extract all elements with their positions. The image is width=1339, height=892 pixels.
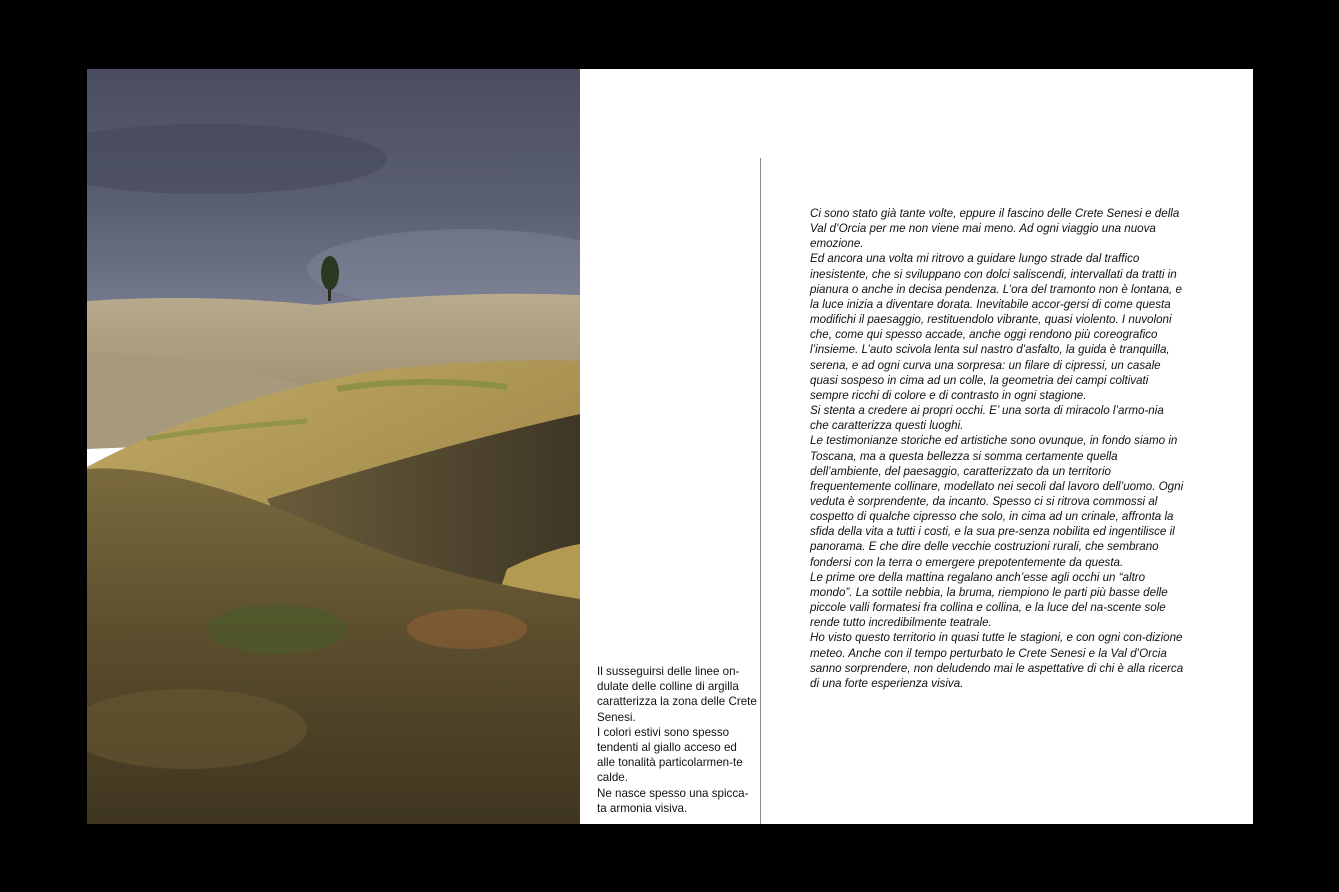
landscape-photo: [87, 69, 580, 824]
body-paragraph: Le testimonianze storiche ed artistiche sono ovunque, in fondo siamo in Toscana, ma a questa bellezza si somma certamente quella dell’ambiente, del paesaggio, caratterizzato da un territorio frequentemente collinare, modellato nei secoli dal lavoro dell’uomo. Ogni veduta è sorprendente, da incanto. Spesso ci si ritrova commossi al cospetto di qualche cipresso che solo, in cima ad un crinale, affronta la sfida della vita a tutti i costi, e la sua pre-senza nobilita ed ingentilisce il panorama. E che dire delle vecchie costruzioni rurali, che sembrano fondersi con la terra o emergere prepotentemente da questa.: [810, 434, 1184, 569]
landscape-photo-graphic: [87, 69, 580, 824]
body-paragraph: Le prime ore della mattina regalano anch’esse agli occhi un “altro mondo”. La sottile nebbia, la bruma, riempiono le parti più basse delle piccole valli formatesi fra collina e collina, e la luce del na-scente sole rende tutto incredibilmente teatrale.: [810, 570, 1168, 630]
body-paragraph: Ed ancora una volta mi ritrovo a guidare lungo strade dal traffico inesistente, che si sviluppano con dolci saliscendi, intervallati da tratti in pianura o anche in decisa pendenza. L’ora del tramonto non è lontana, e la luce inizia a diventare dorata. Inevitabile accor-gersi di come questa modifichi il paesaggio, restituendolo vibrante, quasi violento. I nuvoloni che, come qui spesso accade, anche oggi rendono più coreografico l’insieme. L’auto scivola lenta sul nastro d’asfalto, la guida è tranquilla, serena, e ad ogni curva una sorpresa: un filare di cipressi, un casale quasi sospeso in cima ad un colle, la geometria dei campi coltivati sempre ricchi di colore e di contrasto in ogni stagione.: [810, 252, 1182, 402]
body-paragraph: Ci sono stato già tante volte, eppure il fascino delle Crete Senesi e della Val d’Orcia per me non viene mai meno. Ad ogni viaggio una nuova emozione.: [810, 207, 1180, 251]
body-paragraph: Si stenta a credere ai propri occhi. E’ una sorta di miracolo l’armo-nia che caratterizza questi luoghi.: [810, 404, 1164, 433]
body-paragraph: Ho visto questo territorio in quasi tutte le stagioni, e con ogni con-dizione meteo. Anche con il tempo perturbato le Crete Senesi e la Val d’Orcia sanno sorprendere, non deludendo mai le aspettative di chi è alla ricerca di una forte esperienza visiva.: [810, 631, 1184, 690]
caption-paragraph: I colori estivi sono spesso tendenti al giallo acceso ed alle tonalità particolarmen-te calde.: [597, 725, 743, 785]
article-body: [810, 206, 1185, 691]
column-divider: [760, 158, 761, 824]
book-spread: [87, 69, 1253, 824]
caption-paragraph: Ne nasce spesso una spicca-ta armonia visiva.: [597, 786, 749, 815]
caption-paragraph: Il susseguirsi delle linee on-dulate delle colline di argilla caratterizza la zona delle Crete Senesi.: [597, 665, 757, 724]
photo-caption: [597, 664, 757, 816]
